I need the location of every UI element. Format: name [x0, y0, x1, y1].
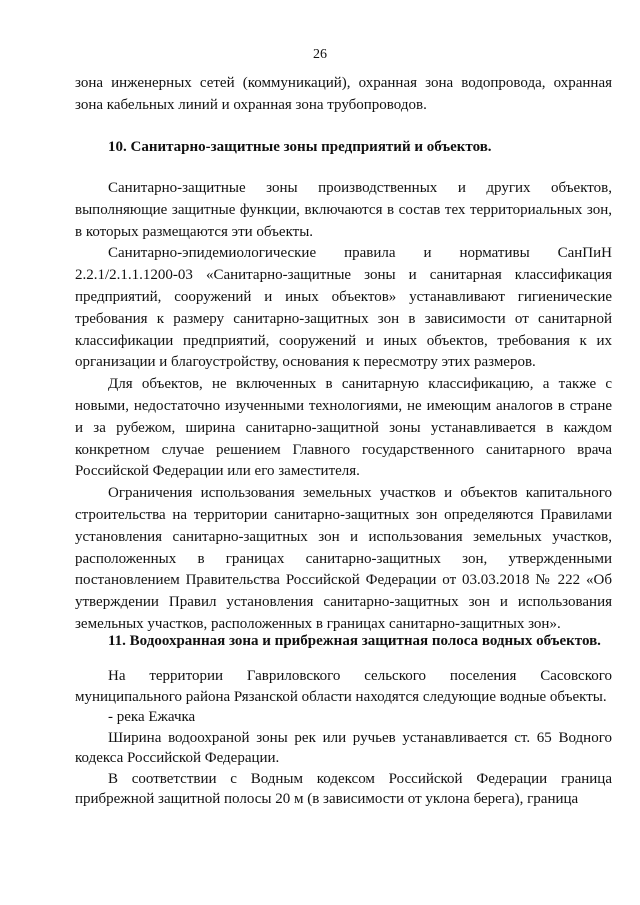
- section-11-paragraph-1: На территории Гавриловского сельского поселения Сасовского муниципального района Рязанской области находятся следующие водные объекты.: [75, 668, 612, 705]
- section-11-paragraph-3: В соответствии с Водным кодексом Российской Федерации граница прибрежной защитной полосы 20 м (в зависимости от уклона берега), граница: [75, 770, 612, 807]
- intro-block: [75, 73, 612, 117]
- section-10-paragraph-3: Для объектов, не включенных в санитарную классификацию, а также с новыми, недостаточно изученными технологиями, не имеющим аналогов в стране и за рубежом, ширина санитарно-защитной зоны устанавливается в каждом конкретном случае решением Главного государственного санитарного врача Российской Федерации или его заместителя.: [75, 376, 612, 480]
- section-10-heading: 10. Санитарно-защитные зоны предприятий и объектов.: [108, 139, 492, 155]
- section-10-paragraph-2: Санитарно-эпидемиологические правила и нормативы СанПиН 2.2.1/2.1.1.1200-03 «Санитарно-защитные зоны и санитарная классификация предприятий, сооружений и иных объектов» устанавливают гигиенические требования к размеру санитарно-защитных зон в зависимости от санитарной классификации предприятий, сооружений и иных объектов, требования к их организации и благоустройству, основания к пересмотру этих размеров.: [75, 245, 612, 371]
- intro-paragraph: зона инженерных сетей (коммуникаций), охранная зона водопровода, охранная зона кабельных линий и охранная зона трубопроводов.: [75, 75, 612, 113]
- section-11-heading: 11. Водоохранная зона и прибрежная защитная полоса водных объектов.: [108, 633, 601, 649]
- section-11-list-item: - река Ежачка: [108, 709, 196, 725]
- section-10-paragraph-4: Ограничения использования земельных участков и объектов капитального строительства на территории санитарно-защитных зон определяются Правилами установления санитарно-защитных зон и использования земельных участков, расположенных в границах санитарно-защитных зон, утвержденными постановлением Правительства Российской Федерации от 03.03.2018 № 222 «Об утверждении Правил установления санитарно-защитных зон и использования земельных участков, расположенных в границах санитарно-защитных зон».: [75, 485, 612, 632]
- section-11-paragraph-2: Ширина водоохраной зоны рек или ручьев устанавливается ст. 65 Водного кодекса Российской Федерации.: [75, 729, 612, 766]
- section-10-body: [75, 178, 612, 636]
- page-number: 26: [313, 47, 327, 62]
- section-10-paragraph-1: Санитарно-защитные зоны производственных и других объектов, выполняющие защитные функции, включаются в состав тех территориальных зон, в которых размещаются эти объекты.: [75, 180, 612, 240]
- section-11-body: [75, 666, 612, 810]
